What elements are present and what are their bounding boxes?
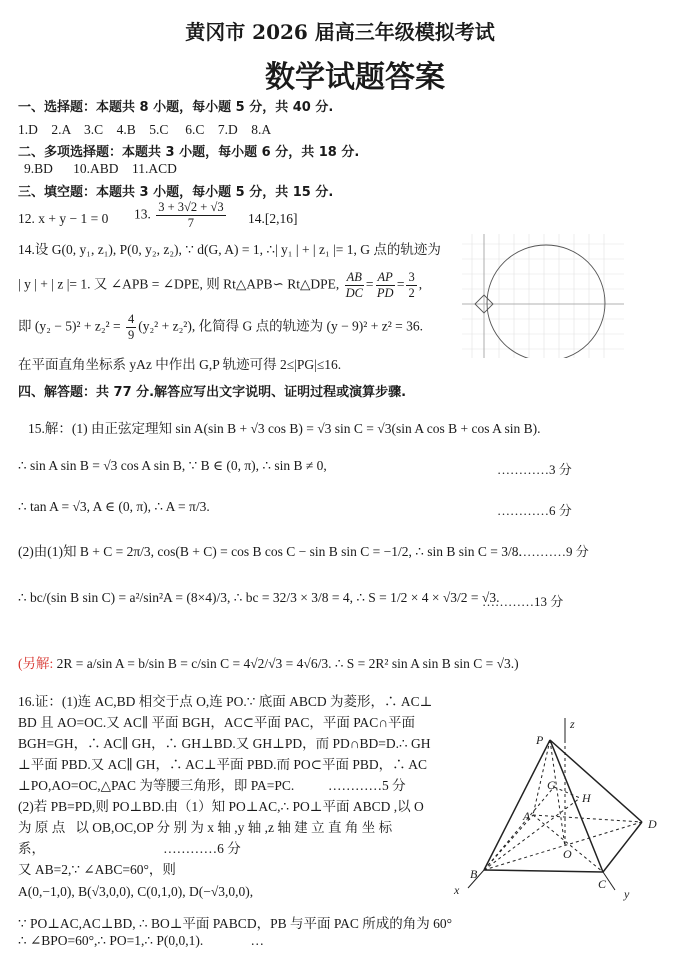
section-1-answers: 1.D 2.A 3.C 4.B 5.C 6.C 7.D 8.A	[18, 122, 272, 137]
answer-13-fraction	[156, 200, 225, 231]
q14-line-2-text: | y | + | z |= 1. 又 ∠APB = ∠DPE, 则 Rt△APB∽ Rt△DPE,	[18, 276, 340, 292]
q15-line-3: ∴ tan A = √3, A ∈ (0, π), ∴ A = π/3.	[18, 499, 210, 514]
q14-line-2: | y | + | z |= 1. 又 ∠APB = ∠DPE, 则 Rt△APB∽ Rt△DPE, $\frac{AB}{DC}$ = $\frac{AP}{PD}$ = $\frac{3}{2}$ ,	[18, 270, 423, 300]
numerator: 3 + 3√2 + √3	[158, 200, 224, 214]
label-C: C	[598, 877, 607, 891]
denominator: 7	[187, 216, 195, 230]
q14-line-3-b: (y₂² + z₂²), 化简得 G 点的轨迹为 (y − 9)² + z² = 36.	[138, 318, 423, 334]
q15-alt-solution	[18, 652, 519, 672]
q16-line: ⊥平面 PBD.又 AC∥ GH，∴ AC⊥平面 PBD.而 PO⊂平面 PBD，∴ AC	[18, 757, 428, 772]
numerator: AP	[377, 270, 393, 284]
doc-subtitle: 数学试题答案	[265, 60, 445, 95]
q16-line: 为 原 点 以 OB,OC,OP 分 别 为 x 轴 ,y 轴 ,z 轴 建 立 直 角 坐 标	[18, 820, 393, 835]
q16-line: ∵ PO⊥AC,AC⊥BD, ∴ BO⊥平面 PABCD，PB 与平面 PAC 所成的角为 60°	[18, 916, 452, 931]
label-y: y	[624, 887, 630, 901]
label-x: x	[454, 883, 460, 897]
q16-line: 又 AB=2,∵ ∠ABC=60°，则	[18, 862, 176, 877]
answer-13	[134, 200, 228, 231]
q15-line-1: 15.解：(1) 由正弦定理知 sin A(sin B + √3 cos B) = √3 sin C = √3(sin A cos B + cos A sin B).	[28, 421, 541, 436]
denominator: PD	[376, 286, 394, 300]
alt-solution-text: 2R = a/sin A = b/sin B = c/sin C = 4√2/√3 = 4√6/3. ∴ S = 2R² sin A sin B sin C = √3.)	[56, 656, 519, 671]
q15-line-5: ∴ bc/(sin B sin C) = a²/sin²A = (8×4)/3, ∴ bc = 32/3 × 3/8 = 4, ∴ S = 1/2 × 4 × √3/2 = √3.	[18, 590, 500, 605]
pyramid-figure	[440, 712, 670, 962]
answer-12: 12. x + y − 1 = 0	[18, 211, 109, 226]
label-P: P	[536, 733, 544, 747]
fraction	[126, 312, 136, 343]
numerator: 4	[127, 312, 135, 326]
fraction	[406, 270, 416, 301]
answer-14: 14.[2,16]	[248, 211, 298, 226]
section-2-answers: 9.BD 10.ABD 11.ACD	[24, 161, 177, 176]
q16-line: ∴ ∠BPO=60°,∴ PO=1,∴ P(0,0,1). …	[18, 933, 264, 948]
label-O: O	[563, 847, 572, 861]
circle-locus	[487, 245, 605, 358]
section-2-heading: 二、多项选择题：本题共 3 小题，每小题 6 分，共 18 分.	[18, 145, 360, 160]
label-A: A	[523, 809, 531, 823]
q16-line: A(0,−1,0), B(√3,0,0), C(0,1,0), D(−√3,0,0),	[18, 884, 254, 899]
numerator: AB	[346, 270, 362, 284]
q14-locus-graph	[462, 234, 624, 358]
fraction	[345, 270, 364, 301]
q16-line: ⊥PO,AO=OC,△PAC 为等腰三角形，即 PA=PC. …………5 分	[18, 778, 406, 793]
label-D: D	[648, 817, 657, 831]
section-1-heading: 一、选择题：本题共 8 小题，每小题 5 分，共 40 分.	[18, 100, 334, 115]
fraction	[376, 270, 395, 301]
numerator: 3	[408, 270, 415, 284]
alt-solution-label: (另解:	[18, 656, 54, 671]
denominator: DC	[345, 286, 363, 300]
exam-title: 黄冈市 2026 届高三年级模拟考试	[185, 20, 495, 44]
denominator: 2	[408, 286, 415, 300]
q16-line: 16.证：(1)连 AC,BD 相交于点 O,连 PO.∵ 底面 ABCD 为菱形，∴ AC⊥	[18, 694, 433, 709]
label-B: B	[470, 867, 478, 881]
q16-line: BGH=GH，∴ AC∥ GH，∴ GH⊥BD.又 GH⊥PD，而 PD∩BD=D.∴ GH	[18, 736, 431, 751]
label-H: H	[582, 791, 591, 805]
q15-score-13: …………13 分	[482, 594, 564, 609]
q14-line-4: 在平面直角坐标系 yAz 中作出 G,P 轨迹可得 2≤|PG|≤16.	[18, 357, 342, 372]
q15-score-6: …………6 分	[497, 503, 572, 518]
label-z: z	[570, 717, 575, 731]
q16-line: (2)若 PB=PD,则 PO⊥BD.由（1）知 PO⊥AC,∴ PO⊥平面 ABCD ,以 O	[18, 799, 424, 814]
q15-line-2: ∴ sin A sin B = √3 cos A sin B, ∵ B ∈ (0, π), ∴ sin B ≠ 0,	[18, 458, 327, 473]
q15-score-3: …………3 分	[497, 462, 572, 477]
q16-line: 系， …………6 分	[18, 841, 241, 856]
label-G: G	[547, 778, 556, 792]
answer-13-label: 13.	[134, 206, 151, 222]
q16-line: BD 且 AO=OC.又 AC∥ 平面 BGH，AC⊂平面 PAC，平面 PAC∩平面	[18, 715, 415, 730]
section-4-heading: 四、解答题：共 77 分.解答应写出文字说明、证明过程或演算步骤.	[18, 385, 407, 400]
denominator: 9	[127, 328, 135, 342]
q14-line-1: 14.设 G(0, y₁, z₁), P(0, y₂, z₂), ∵ d(G, A) = 1, ∴| y₁ | + | z₁ |= 1, G 点的轨迹为	[18, 242, 441, 257]
q15-line-4: (2)由(1)知 B + C = 2π/3, cos(B + C) = cos B cos C − sin B sin C = −1/2, ∴ sin B sin C = 3/8.	[18, 544, 522, 559]
q14-line-3	[18, 312, 423, 343]
q14-line-3-a: 即 (y₂ − 5)² + z₂² =	[18, 318, 121, 334]
section-3-heading: 三、填空题：本题共 3 小题，每小题 5 分，共 15 分.	[18, 185, 334, 200]
q15-score-9: …………9 分	[514, 544, 589, 559]
